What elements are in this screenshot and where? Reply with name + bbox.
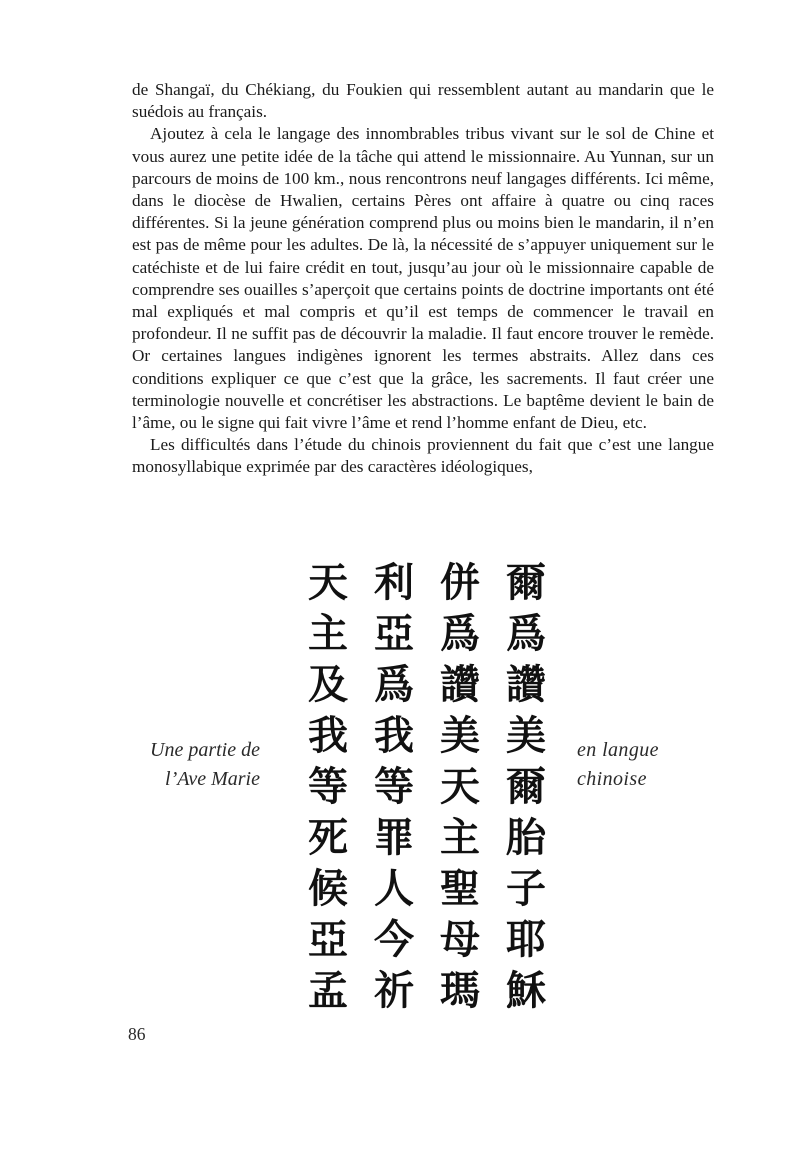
chinese-char: 聖 — [440, 866, 480, 912]
chinese-char: 爲 — [506, 611, 546, 657]
chinese-char: 美 — [440, 713, 480, 759]
chinese-char: 罪 — [374, 815, 414, 861]
chinese-char: 爾 — [506, 560, 546, 606]
chinese-char: 我 — [308, 713, 348, 759]
paragraph-2: Ajoutez à cela le langage des innombrables tribus vivant sur le sol de Chine et vous aurez une petite idée de la tâche qui attend le missionnaire. Au Yunnan, sur un parcours de moins de 100 km., nous rencontrons neuf langages différents. Ici même, dans le diocèse de Hwalien, certains Pères ont affaire à quatre ou cinq races différentes. Si la jeune génération comprend plus ou moins bien le mandarin, il n’en est pas de même pour les adultes. De là, la nécessité de s’appuyer uniquement sur le catéchiste et de lui faire crédit en tout, jusqu’au jour où le missionnaire capable de comprendre ses ouailles s’aperçoit que certains points de doctrine importants ont été mal expliqués et mal compris et qu’il est temps de commencer le travail en profondeur. Il ne suffit pas de découvrir la maladie. Il faut encore trouver le remède. Or certaines langues indigènes ignorent les termes abstraits. Allez dans ces conditions expliquer ce que c’est que la grâce, les sacrements. Il faut créer une terminologie nouvelle et concrétiser les abstractions. Le baptême devient le bain de l’âme, ou le signe qui fait vivre l’âme et rend l’homme enfant de Dieu, etc. — [132, 124, 714, 433]
chinese-char: 穌 — [506, 968, 546, 1014]
chinese-char: 利 — [374, 560, 414, 606]
chinese-char: 耶 — [506, 917, 546, 963]
chinese-char: 祈 — [374, 968, 414, 1014]
chinese-char: 候 — [308, 866, 348, 912]
chinese-char: 主 — [308, 611, 348, 657]
caption-left — [120, 736, 260, 794]
paragraph-1: de Shangaï, du Chékiang, du Foukien qui ressemblent autant au mandarin que le suédois au français. — [132, 80, 714, 122]
chinese-column-4 — [302, 558, 354, 1018]
chinese-char: 胎 — [506, 815, 546, 861]
chinese-char: 子 — [506, 866, 546, 912]
chinese-char: 亞 — [308, 917, 348, 963]
chinese-char: 爲 — [440, 611, 480, 657]
chinese-char: 天 — [308, 560, 348, 606]
chinese-char: 等 — [308, 764, 348, 810]
chinese-char: 瑪 — [440, 968, 480, 1014]
chinese-char: 今 — [374, 917, 414, 963]
caption-right-line-2: chinoise — [577, 768, 647, 790]
chinese-char: 主 — [440, 815, 480, 861]
chinese-char: 亞 — [374, 611, 414, 657]
chinese-char: 及 — [308, 662, 348, 708]
caption-right-line-1: en langue — [577, 739, 659, 761]
chinese-column-3 — [368, 558, 420, 1018]
chinese-column-2 — [434, 558, 486, 1018]
body-text — [132, 79, 714, 479]
chinese-char: 等 — [374, 764, 414, 810]
chinese-char: 讚 — [506, 662, 546, 708]
chinese-char: 孟 — [308, 968, 348, 1014]
chinese-char: 死 — [308, 815, 348, 861]
chinese-column-1 — [500, 558, 552, 1018]
caption-left-line-1: Une partie de — [150, 739, 260, 761]
paragraph-3: Les difficultés dans l’étude du chinois proviennent du fait que c’est une langue monosyllabique exprimée par des caractères idéologiques, — [132, 435, 714, 477]
chinese-char: 人 — [374, 866, 414, 912]
chinese-char: 天 — [440, 764, 480, 810]
page-number: 86 — [128, 1024, 146, 1044]
caption-right — [577, 736, 677, 794]
chinese-text-block — [302, 558, 552, 1018]
chinese-char: 讚 — [440, 662, 480, 708]
chinese-char: 我 — [374, 713, 414, 759]
chinese-char: 美 — [506, 713, 546, 759]
chinese-char: 爲 — [374, 662, 414, 708]
chinese-char: 併 — [440, 560, 480, 606]
chinese-char: 爾 — [506, 764, 546, 810]
chinese-char: 母 — [440, 917, 480, 963]
caption-left-line-2: l’Ave Marie — [165, 768, 260, 790]
